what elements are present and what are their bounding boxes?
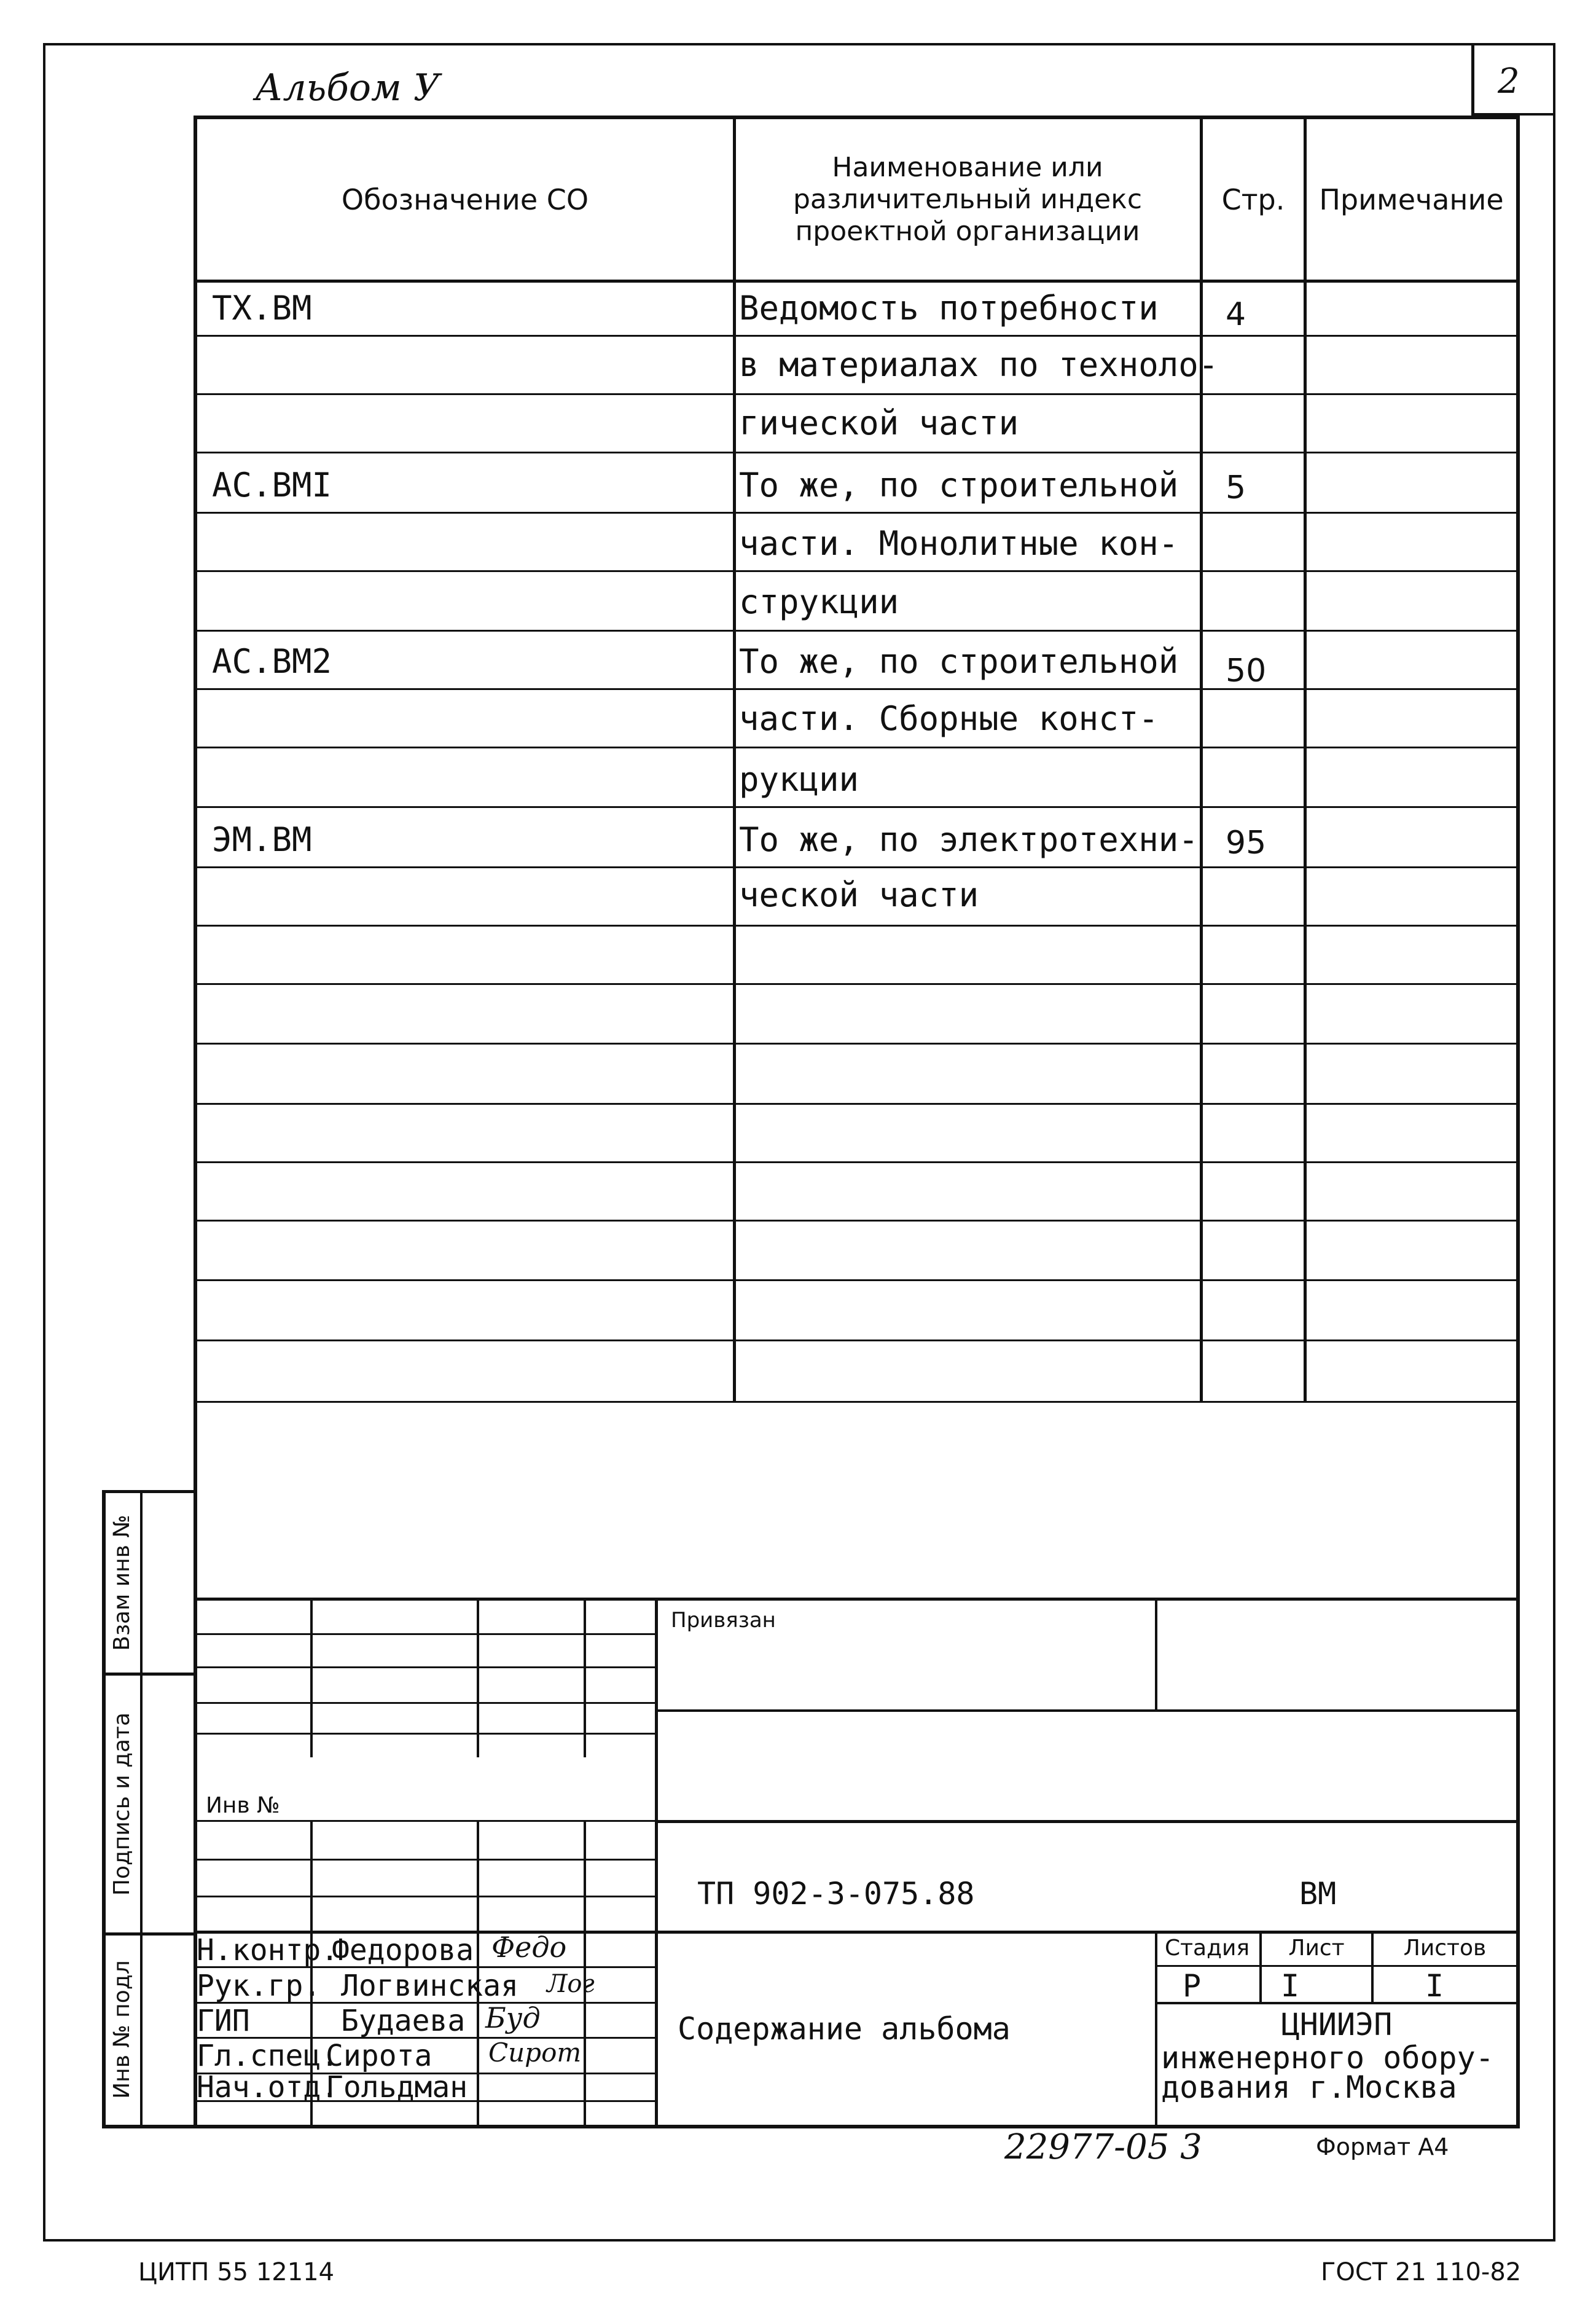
sheets-value: I (1425, 1968, 1444, 2004)
row-code: ТХ.ВМ (212, 289, 312, 328)
footer-left-code: ЦИТП 55 12114 (138, 2258, 335, 2286)
stamp-grid-h (194, 1859, 656, 1861)
person-role: Рук.гр. (197, 1969, 321, 2003)
stamp-grid-h (194, 1633, 656, 1635)
main-frame-bottom (102, 2125, 1520, 2128)
row-name: То же, по строительной (739, 466, 1179, 504)
org-line-2: инженерного обору- (1161, 2040, 1494, 2076)
stamp-top-line (194, 1598, 1520, 1601)
person-role: ГИП (197, 2004, 250, 2038)
row-line (194, 688, 1520, 690)
format-label: Формат А4 (1316, 2133, 1449, 2160)
strip-inner (140, 1490, 143, 2128)
row-page: 95 (1226, 825, 1267, 861)
privyazan-divider (1155, 1598, 1157, 1711)
row-line (194, 1220, 1520, 1222)
row-line (194, 925, 1520, 927)
doc-code: ТП 902-3-075.88 (697, 1876, 975, 1912)
inv-no-label: Инв № (206, 1793, 280, 1818)
person-name: Будаева (341, 2004, 466, 2038)
sheet-label: Лист (1288, 1936, 1345, 1961)
corner-box-left (1471, 43, 1474, 114)
col-divider-2 (1200, 116, 1203, 1403)
row-line (194, 747, 1520, 748)
stamp-grid-h (194, 1702, 656, 1704)
row-line (194, 335, 1520, 337)
stamp-grid-h (194, 1820, 656, 1822)
album-label: Альбом У (255, 66, 440, 109)
person-role: Гл.спец. (197, 2039, 339, 2073)
row-line (194, 1339, 1520, 1341)
org-line-1: ЦНИИЭП (1281, 2007, 1393, 2042)
label-vzam-inv: Взам инв № (109, 1515, 135, 1651)
row-line (194, 1103, 1520, 1105)
row-line (194, 452, 1520, 453)
row-code: АС.ВМ2 (212, 642, 332, 681)
row-line (194, 630, 1520, 632)
row-name: рукции (739, 760, 859, 799)
row-name: То же, по строительной (739, 642, 1179, 681)
person-name: Федорова (332, 1933, 474, 1967)
sheets-label: Листов (1403, 1936, 1487, 1961)
doc-title: Содержание альбома (678, 2011, 1011, 2047)
col-divider-3 (1304, 116, 1307, 1403)
frame-top (43, 43, 1555, 45)
row-name: струкции (739, 582, 899, 621)
main-frame-right (1516, 116, 1520, 2128)
col-divider-1 (733, 116, 736, 1403)
person-role: Нач.отд. (197, 2070, 339, 2104)
row-page: 5 (1226, 469, 1246, 506)
row-name: части. Монолитные кон- (739, 524, 1179, 563)
stamp-h-2 (655, 1820, 1520, 1823)
row-name: То же, по электротехни- (739, 820, 1199, 859)
stamp-grid-h (194, 1666, 656, 1668)
row-name: в материалах по техноло- (739, 345, 1219, 384)
stamp-grid-h (194, 1733, 656, 1735)
footer-gost: ГОСТ 21 110-82 (1321, 2258, 1522, 2286)
row-name: ческой части (739, 876, 979, 914)
org-line-3: дования г.Москва (1161, 2069, 1457, 2105)
row-line (194, 983, 1520, 985)
header-name: Наименование или различительный индекс проектной организации (792, 151, 1143, 247)
header-note: Примечание (1319, 182, 1504, 216)
row-code: ЭМ.ВМ (212, 820, 312, 859)
person-signature: Лог (547, 1970, 595, 1998)
row-line (194, 866, 1520, 868)
stage-value: Р (1183, 1968, 1202, 2004)
frame-right (1553, 43, 1555, 2242)
header-bottom (194, 280, 1520, 283)
row-line (194, 1279, 1520, 1281)
person-name: Гольдман (326, 2070, 468, 2104)
person-signature: Сирот (488, 2038, 582, 2068)
label-inv-podl: Инв № подл (109, 1960, 135, 2099)
stamp-h-1 (655, 1709, 1520, 1712)
row-page: 50 (1226, 653, 1267, 689)
stage-label: Стадия (1164, 1936, 1250, 1961)
frame-left (43, 43, 45, 2242)
privyazan-label: Привязан (671, 1608, 776, 1633)
row-line (194, 1401, 1520, 1403)
stamp-grid-h (194, 1896, 656, 1897)
label-podpis-data: Подпись и дата (109, 1712, 135, 1896)
sheet-corner-number: 2 (1498, 61, 1520, 101)
header-page: Стр. (1221, 182, 1285, 216)
strip-outer-left (102, 1490, 106, 2128)
header-designation: Обозначение СО (341, 182, 589, 216)
frame-bottom (43, 2239, 1555, 2242)
row-line (194, 512, 1520, 514)
stamp-grid-v-main (655, 1598, 658, 2127)
person-name: Логвинская (341, 1969, 518, 2003)
person-signature: Буд (485, 2001, 541, 2034)
person-name: Сирота (326, 2039, 432, 2073)
row-line (194, 1161, 1520, 1163)
row-code: АС.ВМI (212, 466, 332, 504)
row-line (194, 806, 1520, 808)
row-line (194, 1043, 1520, 1045)
sheet-value: I (1281, 1968, 1300, 2004)
stage-block-h1 (1155, 1965, 1520, 1967)
row-name: части. Сборные конст- (739, 699, 1159, 738)
row-page: 4 (1226, 296, 1246, 333)
doc-mark: ВМ (1299, 1876, 1337, 1912)
stage-block-h2 (1155, 2002, 1520, 2004)
person-signature: Федо (491, 1931, 567, 1964)
row-line (194, 570, 1520, 572)
main-frame-left (194, 116, 197, 2128)
handwritten-number: 22977-05 3 (1004, 2127, 1202, 2167)
row-line (194, 393, 1520, 395)
row-name: Ведомость потребности (739, 289, 1159, 328)
row-name: гической части (739, 404, 1019, 442)
person-role: Н.контр. (197, 1933, 339, 1967)
